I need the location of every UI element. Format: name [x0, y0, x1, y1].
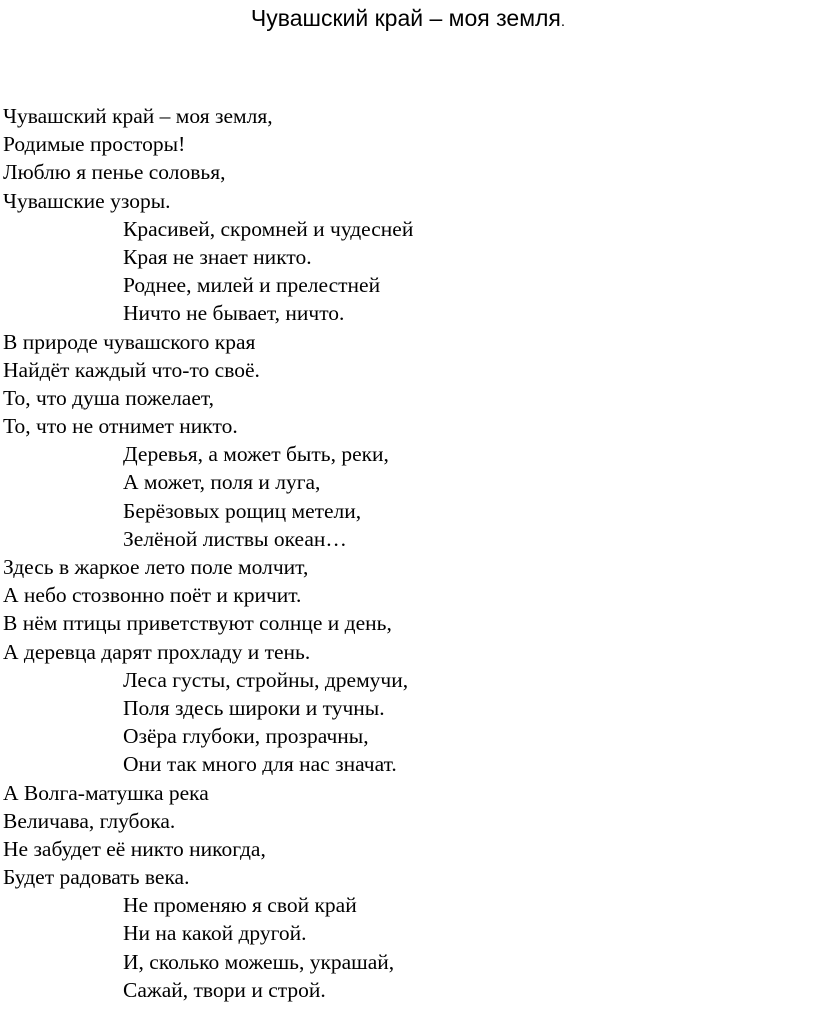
poem-line: Найдёт каждый что-то своё. [3, 357, 260, 382]
poem-line: Зелёной листвы океан… [123, 526, 347, 551]
poem-line: Поля здесь широки и тучны. [123, 695, 385, 720]
poem-line: Чувашский край – моя земля, [3, 104, 273, 128]
poem-line: Не забудет её никто никогда, [3, 836, 266, 861]
stanza [3, 215, 803, 328]
poem-line: Сажай, твори и строй. [123, 977, 326, 1002]
poem-line: Леса густы, стройны, дремучи, [123, 667, 409, 692]
stanza [3, 440, 803, 553]
poem-line: Края не знает никто. [123, 244, 312, 269]
poem-line: А небо стозвонно поёт и кричит. [3, 583, 302, 608]
poem-line: Роднее, милей и прелестней [123, 273, 381, 298]
poem-line: А может, поля и луга, [123, 470, 321, 495]
poem-line: Будет радовать века. [3, 865, 190, 890]
poem-line: А деревца дарят прохладу и тень. [3, 639, 311, 664]
poem-line: Ничто не бывает, ничто. [123, 301, 345, 326]
poem-line: Красивей, скромней и чудесней [123, 216, 414, 241]
poem-line: Здесь в жаркое лето поле молчит, [3, 555, 309, 579]
page-title [0, 3, 816, 37]
stanza [3, 553, 803, 666]
poem-line: Деревья, а может быть, реки, [123, 442, 389, 467]
stanza [3, 328, 803, 441]
poem-line: Не променяю я свой край [123, 893, 357, 918]
poem-line: А Волга-матушка река [3, 780, 209, 805]
poem-line: В нём птицы приветствуют солнце и день, [3, 611, 392, 636]
stanza [3, 102, 803, 215]
page-title-text: Чувашский край – моя земля [250, 5, 561, 31]
poem-line: Люблю я пенье соловья, [3, 160, 226, 185]
poem-line: И, сколько можешь, украшай, [123, 949, 395, 974]
poem-line: Озёра глубоки, прозрачны, [123, 724, 369, 749]
poem-line: Они так много для нас значат. [123, 752, 397, 777]
stanza [3, 891, 803, 1004]
poem-line: Величава, глубока. [3, 808, 176, 833]
poem-line: То, что душа пожелает, [3, 385, 215, 410]
page-title-period: . [560, 13, 566, 30]
stanza [3, 666, 803, 779]
poem-line: Родимые просторы! [3, 132, 186, 157]
stanza [3, 779, 803, 892]
poem-line: Чувашские узоры. [3, 188, 171, 213]
poem-line: Ни на какой другой. [123, 921, 307, 946]
poem-line: В природе чувашского края [3, 329, 256, 354]
poem-line: Берёзовых рощиц метели, [123, 498, 362, 523]
poem-line: То, что не отнимет никто. [3, 414, 238, 439]
poem-body [3, 102, 803, 1004]
